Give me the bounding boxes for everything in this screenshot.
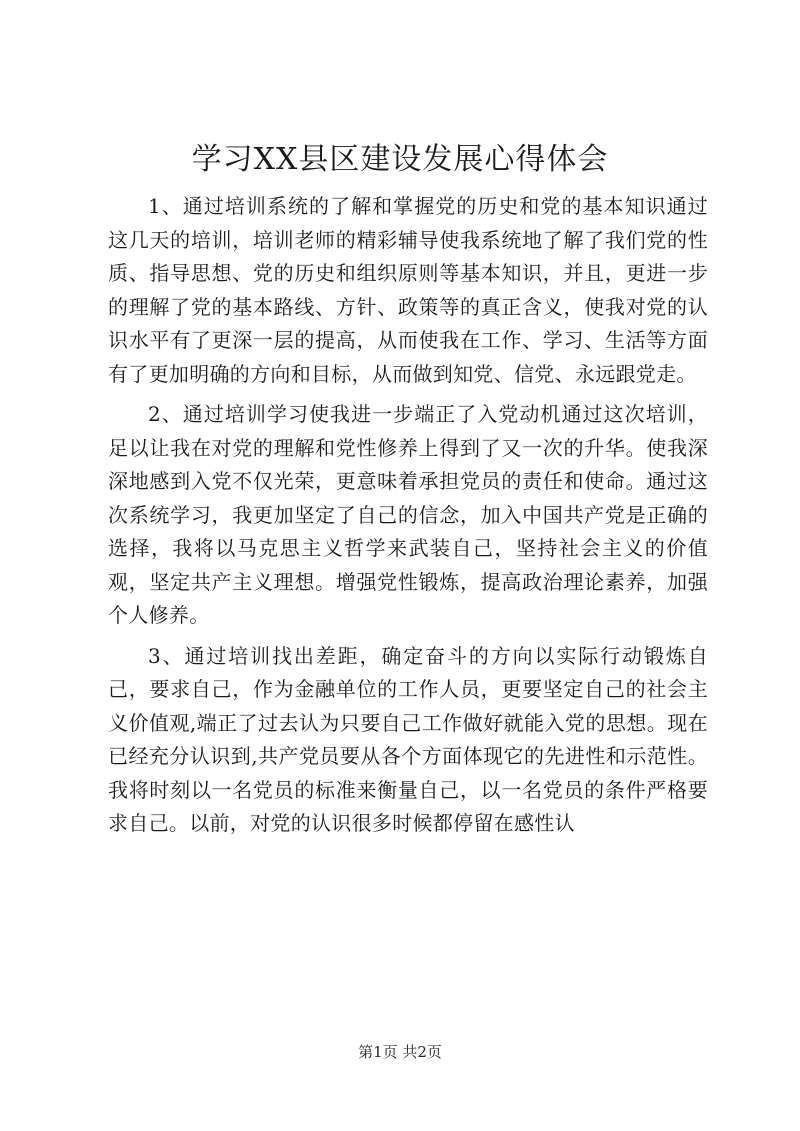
page-number-footer: 第1页 共2页 [358, 1043, 442, 1061]
paragraph-1: 1、通过培训系统的了解和掌握党的历史和党的基本知识通过这几天的培训，培训老师的精彩辅导使我系统地了解了我们党的性质、指导思想、党的历史和组织原则等基本知识，并且，更进一步的理解了党的基本路线、方针、政策等的真正含义，使我对党的认识水平有了更深一层的提高，从而使我在工作、学习、生活等方面有了更加明确的方向和目标，从而做到知党、信党、永远跟党走。 [108, 194, 708, 386]
document-title: 学习XX县区建设发展心得体会 [191, 142, 609, 177]
document-body [108, 190, 708, 848]
paragraph-3: 3、通过培训找出差距，确定奋斗的方向以实际行动锻炼自己，要求自己，作为金融单位的工作人员，更要坚定自己的社会主义价值观,端正了过去认为只要自己工作做好就能入党的思想。现在已经充分认识到,共产党员要从各个方面体现它的先进性和示范性。我将时刻以一名党员的标准来衡量自己，以一名党员的条件严格要求自己。以前，对党的认识很多时候都停留在感性认 [108, 643, 708, 835]
paragraph-2: 2、通过培训学习使我进一步端正了入党动机通过这次培训，足以让我在对党的理解和党性修养上得到了又一次的升华。使我深深地感到入党不仅光荣，更意味着承担党员的责任和使命。通过这次系统学习，我更加坚定了自己的信念，加入中国共产党是正确的选择，我将以马克思主义哲学来武装自己，坚持社会主义的价值观，坚定共产主义理想。增强党性锻炼，提高政治理论素养，加强个人修养。 [108, 402, 708, 627]
